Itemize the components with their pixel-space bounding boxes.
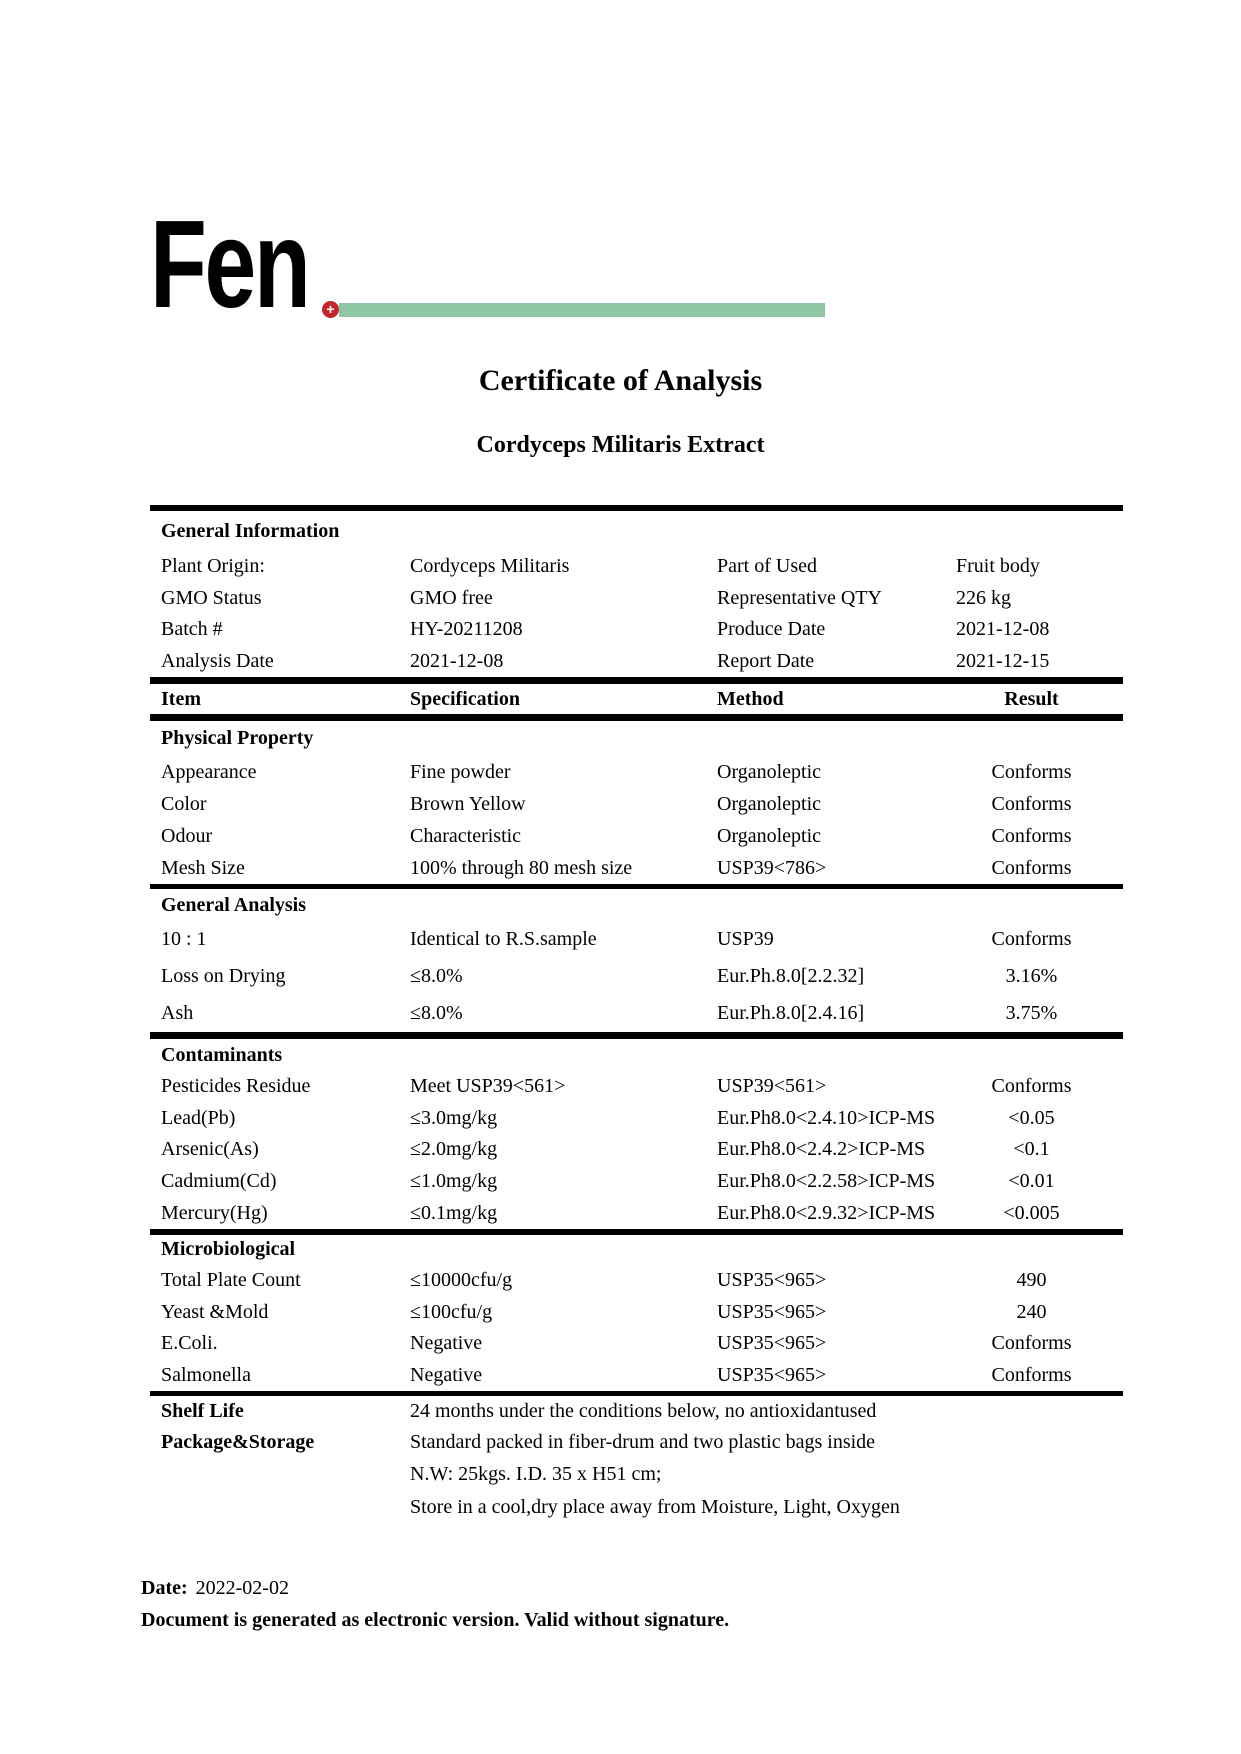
item-cell: Loss on Drying bbox=[161, 965, 286, 987]
table-row bbox=[150, 1103, 1123, 1135]
result-cell: Conforms bbox=[991, 760, 1072, 783]
item-cell: Color bbox=[161, 792, 207, 815]
table-row bbox=[150, 1071, 1123, 1103]
package-storage-row bbox=[150, 1458, 1123, 1491]
table-row bbox=[150, 788, 1123, 820]
result-cell: 3.16% bbox=[1005, 965, 1058, 987]
section-general-analysis bbox=[150, 889, 1123, 1032]
method-cell: Eur.Ph8.0<2.4.10>ICP-MS bbox=[717, 1106, 936, 1129]
info-label: Plant Origin: bbox=[161, 555, 265, 578]
info-label: Analysis Date bbox=[161, 649, 274, 672]
table-row bbox=[150, 1134, 1123, 1166]
table-row bbox=[150, 995, 1123, 1032]
result-cell: Conforms bbox=[991, 1363, 1072, 1386]
product-name-subtitle: Cordyceps Militaris Extract bbox=[476, 432, 765, 458]
result-cell: <0.005 bbox=[1003, 1201, 1060, 1224]
specification-cell: ≤2.0mg/kg bbox=[410, 1138, 498, 1161]
result-cell: <0.05 bbox=[1008, 1106, 1055, 1129]
specification-cell: Negative bbox=[410, 1363, 483, 1386]
document-footer bbox=[141, 1575, 729, 1632]
method-cell: USP35<965> bbox=[717, 1332, 827, 1355]
table-row bbox=[150, 820, 1123, 852]
package-storage-label: Package&Storage bbox=[161, 1430, 315, 1453]
item-cell: Salmonella bbox=[161, 1363, 251, 1386]
method-cell: Eur.Ph8.0<2.4.2>ICP-MS bbox=[717, 1138, 926, 1161]
item-cell: Ash bbox=[161, 1002, 194, 1024]
item-cell: 10 : 1 bbox=[161, 928, 207, 950]
logo-underline-bar bbox=[339, 303, 825, 317]
specification-cell: ≤8.0% bbox=[410, 1002, 463, 1024]
method-cell: USP39 bbox=[717, 928, 774, 950]
method-cell: Eur.Ph8.0<2.2.58>ICP-MS bbox=[717, 1170, 936, 1193]
result-cell: Conforms bbox=[991, 1332, 1072, 1355]
section-microbiological bbox=[150, 1235, 1123, 1391]
result-cell: 490 bbox=[1016, 1269, 1047, 1292]
specification-cell: ≤1.0mg/kg bbox=[410, 1170, 498, 1193]
item-cell: Total Plate Count bbox=[161, 1269, 301, 1292]
item-cell: Yeast &Mold bbox=[161, 1300, 269, 1323]
item-cell: E.Coli. bbox=[161, 1332, 218, 1355]
info-value: GMO free bbox=[410, 586, 493, 609]
report-date-line bbox=[141, 1575, 729, 1601]
logo-wordmark: Fen bbox=[150, 196, 309, 334]
section-title: General Analysis bbox=[161, 893, 307, 916]
table-row bbox=[150, 756, 1123, 788]
result-cell: Conforms bbox=[991, 792, 1072, 815]
electronic-version-note: Document is generated as electronic version. Valid without signature. bbox=[141, 1609, 730, 1631]
result-cell: Conforms bbox=[991, 824, 1072, 847]
result-cell: 240 bbox=[1016, 1300, 1047, 1323]
section-title: Physical Property bbox=[161, 727, 314, 749]
column-header-method: Method bbox=[717, 687, 784, 710]
table-row bbox=[150, 958, 1123, 995]
method-cell: USP35<965> bbox=[717, 1300, 827, 1323]
table-row bbox=[150, 921, 1123, 958]
table-row bbox=[150, 1166, 1123, 1198]
info-value: 2021-12-08 bbox=[410, 649, 504, 672]
result-cell: <0.01 bbox=[1008, 1170, 1055, 1193]
item-cell: Lead(Pb) bbox=[161, 1106, 236, 1129]
info-value: 2021-12-08 bbox=[956, 618, 1050, 641]
package-storage-row bbox=[150, 1491, 1123, 1524]
general-info-row bbox=[150, 551, 1123, 583]
table-row bbox=[150, 852, 1123, 884]
method-cell: Eur.Ph8.0<2.9.32>ICP-MS bbox=[717, 1201, 936, 1224]
method-cell: USP35<965> bbox=[717, 1363, 827, 1386]
result-cell: Conforms bbox=[991, 928, 1072, 950]
method-cell: Eur.Ph.8.0[2.4.16] bbox=[717, 1002, 865, 1024]
divider bbox=[150, 1032, 1123, 1039]
info-value: 2021-12-15 bbox=[956, 649, 1050, 672]
info-label: Report Date bbox=[717, 649, 815, 672]
item-cell: Appearance bbox=[161, 760, 257, 783]
document-title: Certificate of Analysis bbox=[478, 364, 763, 397]
section-title: Contaminants bbox=[161, 1043, 283, 1066]
item-cell: Mesh Size bbox=[161, 856, 245, 879]
package-storage-text: Store in a cool,dry place away from Moisture, Light, Oxygen bbox=[410, 1495, 900, 1518]
result-cell: 3.75% bbox=[1005, 1002, 1058, 1024]
date-value: 2022-02-02 bbox=[195, 1576, 289, 1599]
info-label: Part of Used bbox=[717, 555, 817, 578]
item-cell: Arsenic(As) bbox=[161, 1138, 259, 1161]
method-cell: Organoleptic bbox=[717, 792, 822, 815]
result-cell: <0.1 bbox=[1013, 1138, 1050, 1161]
column-header-item: Item bbox=[161, 687, 201, 710]
general-info-row bbox=[150, 614, 1123, 646]
method-cell: Organoleptic bbox=[717, 824, 822, 847]
specification-cell: Meet USP39<561> bbox=[410, 1075, 566, 1098]
method-cell: USP35<965> bbox=[717, 1269, 827, 1292]
specification-cell: 100% through 80 mesh size bbox=[410, 856, 633, 879]
table-row bbox=[150, 1197, 1123, 1229]
section-contaminants bbox=[150, 1039, 1123, 1229]
column-header-result: Result bbox=[1004, 687, 1059, 710]
specification-cell: ≤3.0mg/kg bbox=[410, 1106, 498, 1129]
specification-cell: ≤100cfu/g bbox=[410, 1300, 493, 1323]
result-cell: Conforms bbox=[991, 856, 1072, 879]
specification-cell: Identical to R.S.sample bbox=[410, 928, 597, 950]
method-cell: USP39<786> bbox=[717, 856, 827, 879]
package-storage-text: Standard packed in fiber-drum and two plastic bags inside bbox=[410, 1430, 876, 1453]
item-cell: Cadmium(Cd) bbox=[161, 1170, 277, 1193]
column-header-specification: Specification bbox=[410, 687, 520, 710]
result-cell: Conforms bbox=[991, 1075, 1072, 1098]
item-cell: Odour bbox=[161, 824, 213, 847]
divider bbox=[150, 677, 1123, 684]
info-label: GMO Status bbox=[161, 586, 262, 609]
method-cell: USP39<561> bbox=[717, 1075, 827, 1098]
specification-cell: Fine powder bbox=[410, 760, 511, 783]
info-value: Cordyceps Militaris bbox=[410, 555, 570, 578]
item-cell: Pesticides Residue bbox=[161, 1075, 311, 1098]
shelf-life-text: 24 months under the conditions below, no antioxidantused bbox=[410, 1399, 877, 1422]
general-info-row bbox=[150, 646, 1123, 678]
info-label: Produce Date bbox=[717, 618, 826, 641]
logo-plus-icon: + bbox=[322, 301, 339, 318]
package-storage-row bbox=[150, 1427, 1123, 1458]
certificate-body bbox=[150, 505, 1123, 1524]
info-value: HY-20211208 bbox=[410, 618, 523, 641]
package-storage-text: N.W: 25kgs. I.D. 35 x H51 cm; bbox=[410, 1462, 662, 1485]
specification-cell: Negative bbox=[410, 1332, 483, 1355]
table-row bbox=[150, 1328, 1123, 1360]
date-label: Date: bbox=[141, 1576, 188, 1599]
specification-cell: ≤8.0% bbox=[410, 965, 463, 987]
info-label: Batch # bbox=[161, 618, 223, 641]
method-cell: Eur.Ph.8.0[2.2.32] bbox=[717, 965, 865, 987]
method-cell: Organoleptic bbox=[717, 760, 822, 783]
table-row bbox=[150, 1265, 1123, 1297]
info-label: Representative QTY bbox=[717, 586, 882, 609]
section-title: Microbiological bbox=[161, 1238, 296, 1261]
general-info-row bbox=[150, 583, 1123, 615]
info-value: 226 kg bbox=[956, 586, 1011, 609]
shelf-life-row bbox=[150, 1396, 1123, 1427]
table-row bbox=[150, 1359, 1123, 1391]
shelf-life-label: Shelf Life bbox=[161, 1399, 244, 1422]
section-physical-property bbox=[150, 721, 1123, 884]
general-information-heading: General Information bbox=[161, 519, 340, 542]
specification-cell: Brown Yellow bbox=[410, 792, 526, 815]
specification-cell: Characteristic bbox=[410, 824, 522, 847]
table-row bbox=[150, 1296, 1123, 1328]
info-value: Fruit body bbox=[956, 555, 1040, 578]
specification-cell: ≤10000cfu/g bbox=[410, 1269, 513, 1292]
table-header-row bbox=[150, 684, 1123, 714]
item-cell: Mercury(Hg) bbox=[161, 1201, 268, 1224]
specification-cell: ≤0.1mg/kg bbox=[410, 1201, 498, 1224]
divider bbox=[150, 714, 1123, 721]
